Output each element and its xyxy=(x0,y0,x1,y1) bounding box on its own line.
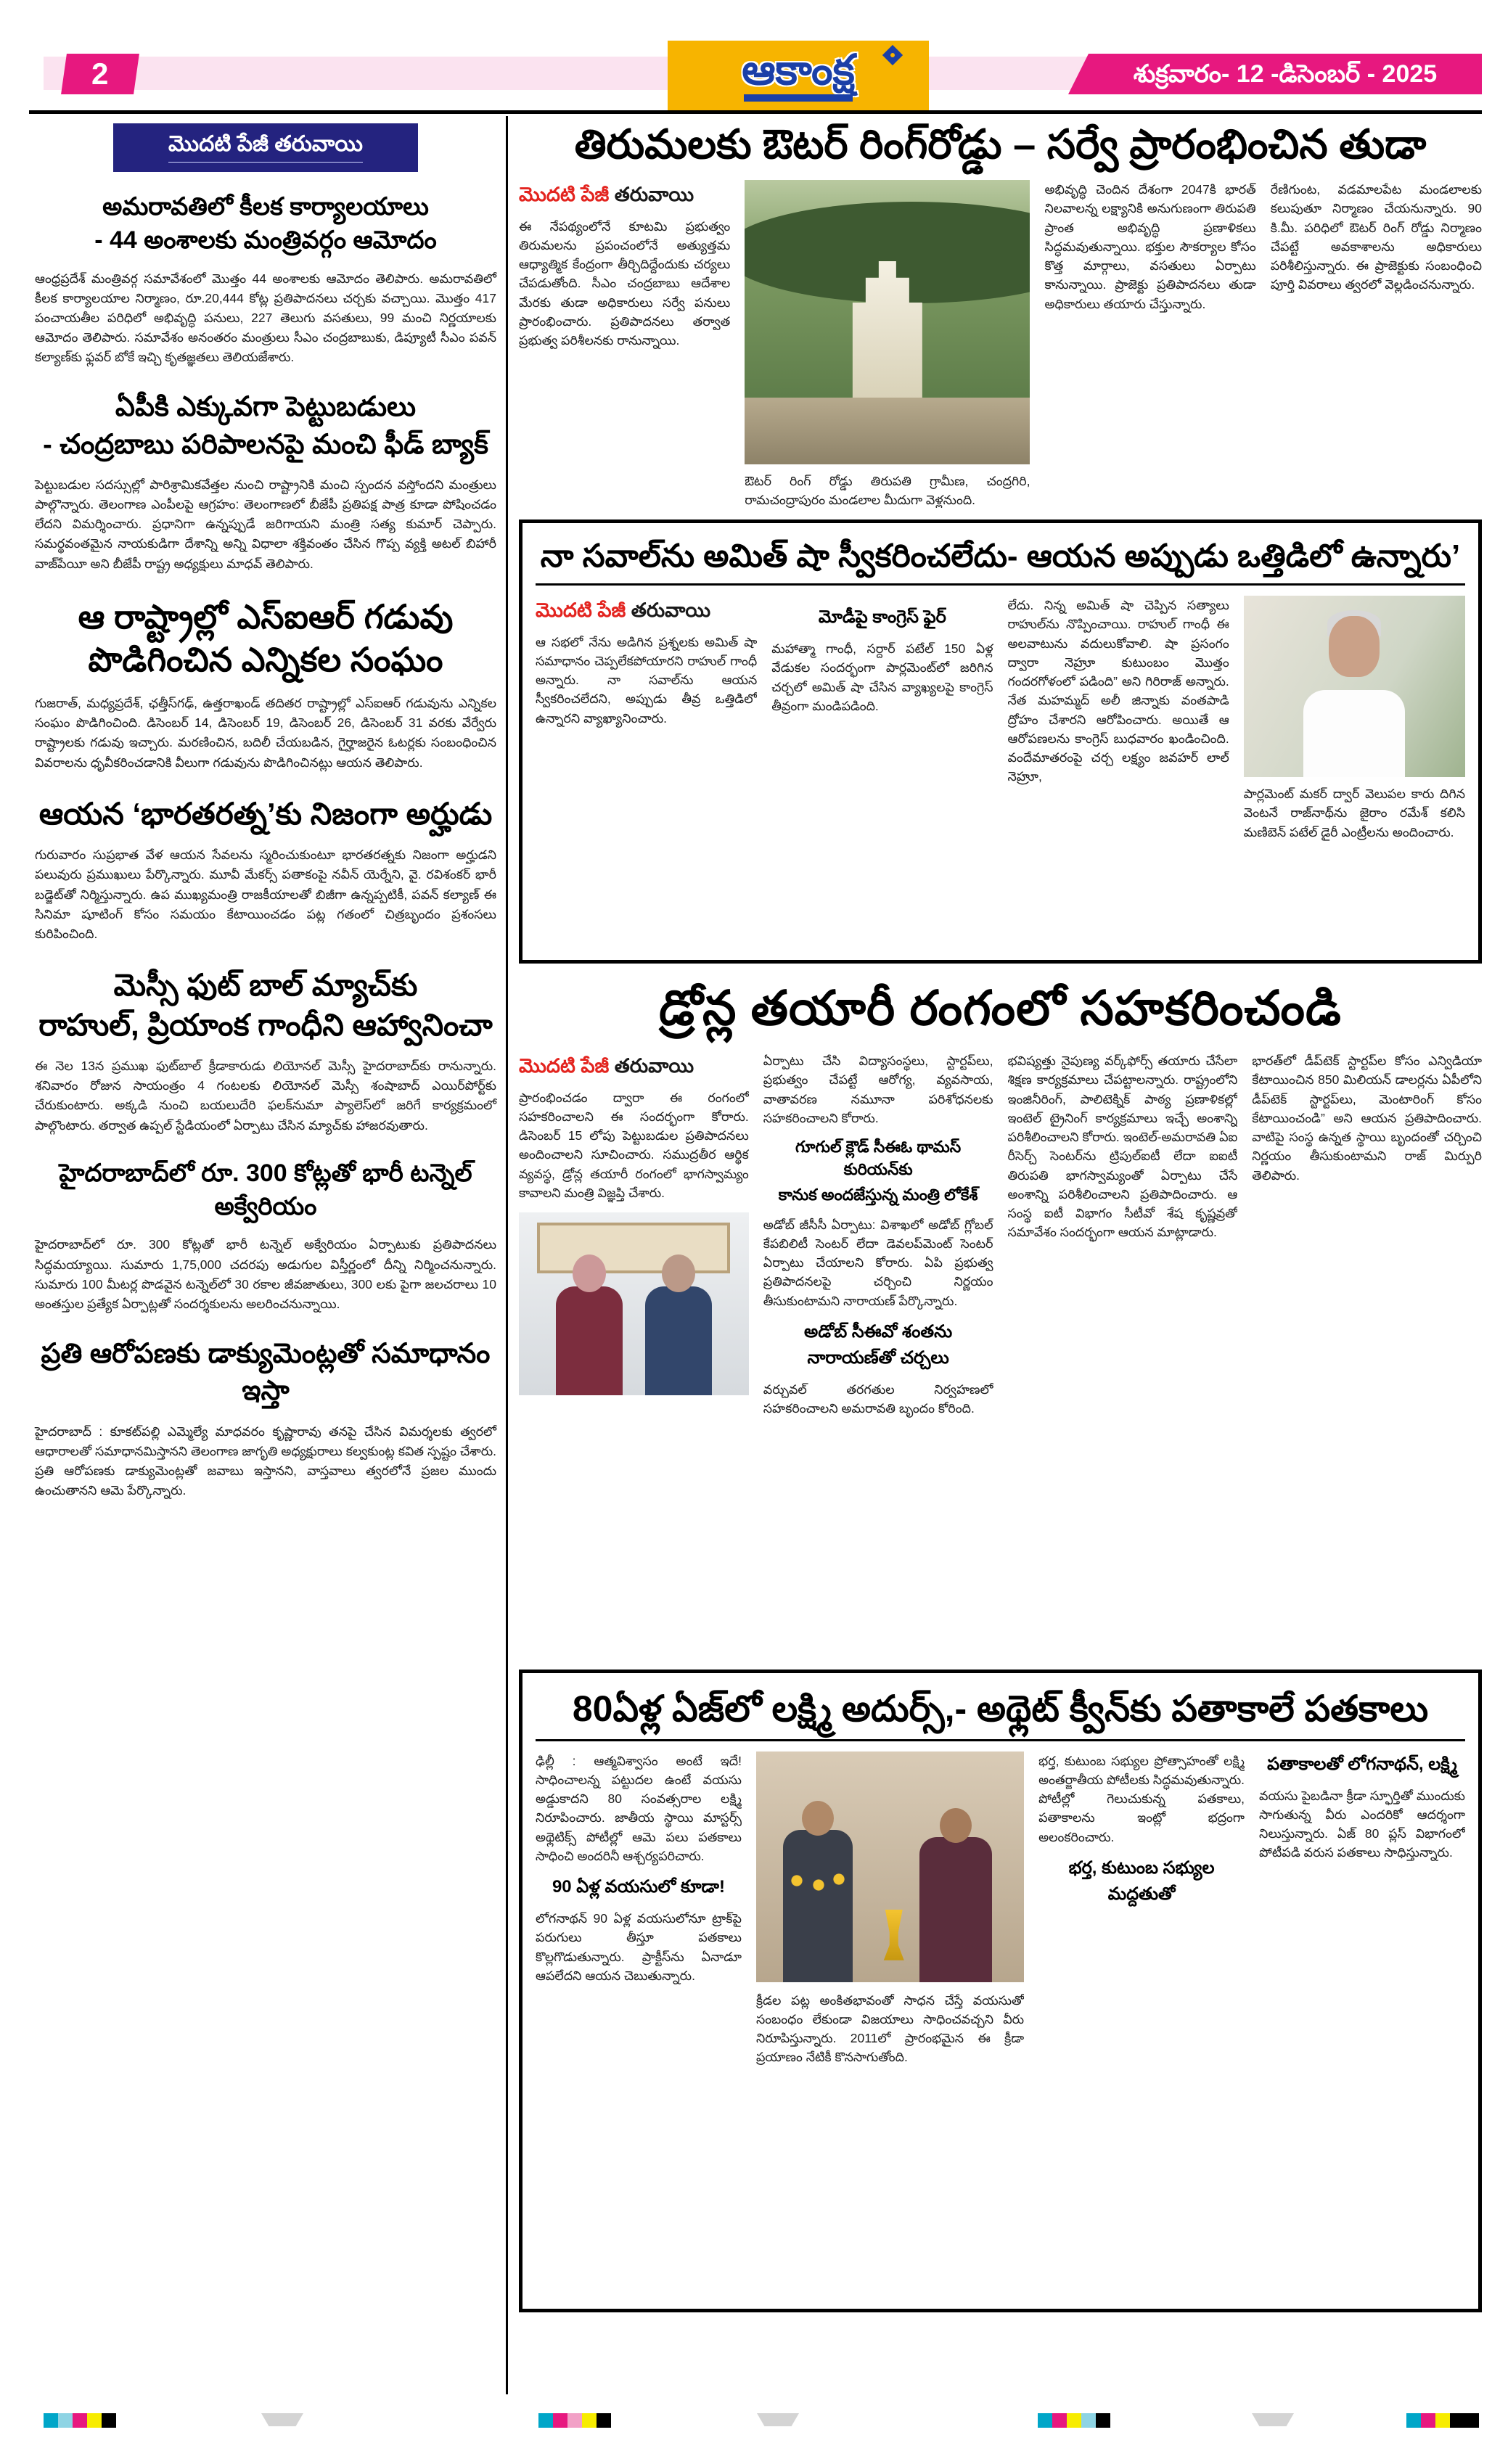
article-athlete-subhead-family: భర్త, కుటుంబ సభ్యుల మద్దతుతో xyxy=(1068,1857,1215,1904)
left-article-1-body: ఆంధ్రప్రదేశ్ మంత్రివర్గ సమావేశంలో మొత్తం 44 అంశాలకు ఆమోదం తెలిపారు. అమరావతిలో కీలక కార్యాలయాల నిర్మాణం, రూ.20,444 కోట్ల ప్రతిపాదనలు చర్చకు వచ్చాయి. మొత్తం 417 పంచాయతీల పరిధిలో అభివృద్ధి పనులు, 227 తెలుగు వసతులు, 99 మంచి నిర్ణయాలకు ఆమోదం తెలిపారు. సమావేశం అనంతరం మంత్రులు సీఎం చంద్రబాబుకు, డిప్యూటీ సీఎం పవన్ కల్యాణ్‌కు ఫ్లవర్ బోకే ఇచ్చి కృతజ్ఞతలు తెలియజేశారు. xyxy=(35,271,496,365)
continuation-banner xyxy=(113,123,418,172)
article-rahul-col1-text: ఆ సభలో నేను అడిగిన ప్రశ్నలకు అమిత్ షా సమాధానం చెప్పలేకపోయారని రాహుల్ గాంధీ అన్నారు. నా సవాల్‌ను ఆయన స్వీకరించలేదని, అప్పుడు తీవ్ర ఒత్తిడిలో ఉన్నారని వ్యాఖ్యానించారు. xyxy=(536,634,758,726)
article-athlete-col4 xyxy=(1259,1752,1465,2277)
article-tirumala-col4: రేణిగుంట, వడమాలపేట మండలాలకు కలుపుతూ నిర్మాణం చేయనున్నారు. 90 కి.మీ. పరిధిలో ఔటర్ రింగ్ రోడ్డు నిర్మాణం చేపట్టే అవకాశాలను అధికారులు పరిశీలిస్తున్నారు. ఈ ప్రాజెక్టుకు సంబంధించి పూర్తి వివరాలు త్వరలో వెల్లడించనున్నారు. xyxy=(1270,182,1482,292)
continued-label-red: మొదటి పేజీ xyxy=(519,1055,610,1077)
left-article-7-body: హైదరాబాద్ : కూకట్‌పల్లి ఎమ్మెల్యే మాధవరం కృష్ణారావు తనపై చేసిన విమర్శలకు త్వరలో ఆధారాలతో సమాధానమిస్తానని తెలంగాణ జాగృతి అధ్యక్షురాలు కల్వకుంట్ల కవిత స్పష్టం చేశారు. ప్రతి ఆరోపణకు డాక్యుమెంట్లతో జవాబు ఇస్తానని, వాస్తవాలు త్వరలోనే ప్రజల ముందు ఉంచుతానని ఆమె పేర్కొన్నారు. xyxy=(35,1424,496,1498)
athlete-right-shape xyxy=(919,1837,992,1982)
left-article-3-body: గుజరాత్, మధ్యప్రదేశ్, ఛత్తీస్‌గఢ్, ఉత్తరాఖండ్ తదితర రాష్ట్రాల్లో ఎస్ఐఆర్ గడువును ఎన్నికల సంఘం పొడిగించింది. డిసెంబర్ 14, డిసెంబర్ 19, డిసెంబర్ 26, డిసెంబర్ 31 వరకు వేర్వేరు రాష్ట్రాలకు గడువు ఇచ్చారు. మరణించిన, బదిలీ చేయబడిన, గైర్హాజరైన ఓటర్లకు సంబంధించిన వివరాలను ధృవీకరించడానికి వీలుగా గడువును పొడిగించినట్లు ఆయన తెలిపారు. xyxy=(35,696,496,770)
trophy-shape xyxy=(880,1910,909,1960)
headline-divider xyxy=(536,583,1465,586)
article-athlete-col4-text: వయసు పైబడినా క్రీడా స్ఫూర్తితో ముందుకు సాగుతున్న వీరు ఎందరికో ఆదర్శంగా నిలుస్తున్నారు. ఏజ్ 80 ప్లస్ విభాగంలో పోటీపడి వరుస పతకాలు సాధిస్తున్నారు. xyxy=(1259,1788,1465,1860)
article-drones-col1 xyxy=(519,1051,749,1658)
article-drones-adobe-subhead: అడోబ్ సీఈవో శంతను నారాయణ్‌తో చర్చలు xyxy=(804,1321,953,1368)
header-rule xyxy=(29,110,1482,114)
left-article-4-body: గురువారం సుప్రభాత వేళ ఆయన సేవలను స్మరించుకుంటూ భారతరత్నకు నిజంగా అర్హుడని పలువురు ప్రముఖులు పేర్కొన్నారు. మూవీ మేకర్స్ పతాకంపై నవీన్ యెర్నేని, వై. రవిశంకర్ భారీ బడ్జెట్‌తో నిర్మిస్తున్నారు. ఉప ముఖ్యమంత్రి రాజకీయాలతో బిజీగా ఉన్నప్పటికీ, పవన్ కల్యాణ్ ఈ సినిమా షూటింగ్ కోసం సమయం కేటాయించడం పట్ల గతంలో చిత్రబృందం ప్రశంసలు కురిపించింది. xyxy=(35,847,496,941)
shelf-shape xyxy=(537,1223,730,1273)
continued-label xyxy=(536,596,757,625)
headline-divider xyxy=(536,1739,1465,1741)
left-article-5-subheadline: రాహుల్, ప్రియాంక గాంధీని ఆహ్వానించా xyxy=(38,1007,493,1042)
left-article-2-body: పెట్టుబడుల సదస్సుల్లో పారిశ్రామికవేత్తల నుంచి రాష్ట్రానికి మంచి స్పందన వస్తోందని మంత్రులు పాల్గొన్నారు. తెలంగాణ ఎంపీలపై ఆగ్రహం: తెలంగాణలో బీజేపీ ప్రతిపక్ష పాత్ర కూడా పోషించడం లేదని విమర్శించారు. ప్రధానిగా ఉన్నప్పుడే జరిగాయని మంత్రి సత్య కుమార్ చెప్పారు. సమర్థవంతమైన నాయకుడిగా దేశాన్ని అన్ని విధాలా శక్తివంతం చేసిన గొప్ప వ్యక్తి అటల్ బిహారీ వాజ్‌పేయీ అని బీజేపీ రాష్ట్ర అధ్యక్షులు మాధవ్ తెలిపారు. xyxy=(35,477,496,571)
continued-label-black: తరువాయి xyxy=(614,184,694,205)
gray-trapezoid-mark xyxy=(1252,2413,1294,2426)
article-tirumala-headline: తిరుమలకు ఔటర్ రింగ్‌రోడ్డు – సర్వే ప్రారంభించిన తుడా xyxy=(574,121,1427,167)
article-drones-col2-mid: అడోబ్ జీసీసీ ఏర్పాటు: విశాఖలో అడోబ్ గ్లోబల్ కేపబిలిటీ సెంటర్ లేదా డెవలప్‌మెంట్ సెంటర్ ఏర్పాటు చేయాలని కోరారు. ఏపి ప్రభుత్వ ప్రతిపాదనలపై చర్చించి నిర్ణయం తీసుకుంటామని నారాయణ్ పేర్కొన్నారు. xyxy=(763,1217,993,1308)
article-rahul-col2-text: మహాత్మా గాంధీ, సర్దార్ పటేల్ 150 ఏళ్ల వేడుకల సందర్భంగా పార్లమెంట్‌లో జరిగిన చర్చలో అమిత్ షా చేసిన వ్యాఖ్యలపై కాంగ్రెస్ తీవ్రంగా మండిపడింది. xyxy=(771,641,993,713)
temple-plaza-shape xyxy=(745,398,1030,464)
continued-label xyxy=(519,180,730,210)
article-athlete-headline: 80ఏళ్ల ఏజ్‌లో లక్ష్మి అదుర్స్,- అథ్లెట్ క్వీన్‌కు పతాకాలే పతకాలు xyxy=(572,1688,1429,1730)
issue-date: శుక్రవారం- 12 -డిసెంబర్ - 2025 xyxy=(1133,60,1438,88)
continuation-banner-label: మొదటి పేజీ తరువాయి xyxy=(168,132,363,163)
left-column xyxy=(35,123,496,1522)
cmyk-mark-group xyxy=(44,2413,116,2428)
column-divider xyxy=(506,116,508,2394)
head-shape xyxy=(1329,616,1380,677)
athlete-left-shape xyxy=(783,1830,853,1982)
article-rahul-headline: నా సవాల్‌ను అమిత్ షా స్వీకరించలేదు- ఆయన అప్పుడు ఒత్తిడిలో ఉన్నారు’ xyxy=(540,538,1461,574)
date-box xyxy=(1089,54,1482,94)
continued-label-black: తరువాయి xyxy=(631,599,711,621)
athletes-photo xyxy=(756,1752,1024,1982)
article-tirumala xyxy=(519,119,1482,508)
left-article-2-headline: ఏపీకి ఎక్కువగా పెట్టుబడులు xyxy=(115,392,417,423)
continued-label-red: మొదటి పేజీ xyxy=(519,184,610,205)
article-athlete-subhead-90: 90 ఏళ్ల వయసులో కూడా! xyxy=(552,1877,725,1897)
shirt-shape xyxy=(1303,690,1405,777)
article-rahul-col1 xyxy=(536,596,757,937)
left-article-5-headline: మెస్సీ ఫుట్ బాల్ మ్యాచ్‌కు xyxy=(113,967,418,1002)
person-left-shape xyxy=(556,1286,623,1395)
temple-photo xyxy=(745,180,1030,464)
left-article-3-headline: ఆ రాష్ట్రాల్లో ఎస్ఐఆర్ గడువు xyxy=(78,597,454,636)
article-rahul-col4 xyxy=(1244,596,1465,937)
masthead-strip xyxy=(744,94,853,102)
right-area xyxy=(519,115,1482,2312)
article-rahul-col2 xyxy=(771,596,993,937)
left-article-1-headline: అమరావతిలో కీలక కార్యాలయాలు xyxy=(102,193,429,221)
article-drones-headline: డ్రోన్ల తయారీ రంగంలో సహకరించండి xyxy=(659,981,1342,1035)
article-athlete-col2 xyxy=(756,1752,1024,2277)
photo-caption-line1: గూగుల్ క్లౌడ్ సీఈఓ థామస్ కురియన్‌కు xyxy=(795,1138,962,1178)
cmyk-mark-group xyxy=(1038,2413,1110,2428)
left-article-1-subheadline: - 44 అంశాలకు మంత్రివర్గం ఆమోదం xyxy=(94,226,437,254)
lokesh-kurian-photo xyxy=(519,1212,749,1395)
continued-label-black: తరువాయి xyxy=(614,1055,694,1077)
article-drones-col3: భవిష్యత్తు నైపుణ్య వర్క్‌ఫోర్స్ తయారు చేసేలా శిక్షణ కార్యక్రమాలు చేపట్టాలన్నారు. రాష్ట్రంలోని ఇంజినీరింగ్, పాలిటెక్నిక్ పాఠ్య ప్రణాళికల్లో ఇంటెల్ ట్రైనింగ్ కార్యక్రమాలు ఇచ్చే అంశాన్ని పరిశీలించాలని కోరారు. ఇంటెల్-అమరావతి ఏఐ రీసెర్చ్ సెంటర్‌ను ట్రిపుల్ఐటీ లేదా ఐఐటీ తిరుపతి భాగస్వామ్యంతో ఏర్పాటు చేసే అంశాన్ని పరిశీలించాలని ప్రతిపాదించారు. ఆ సంస్థ ఐటీ విభాగం సీటీవో శేష కృష్ణవ్రతో సమావేశం సందర్భంగా ఆయన మాట్లాడారు. xyxy=(1007,1054,1238,1240)
masthead-title: ఆకాంక్ష xyxy=(742,46,855,94)
article-tirumala-col1 xyxy=(519,180,730,508)
page-number: 2 xyxy=(91,57,109,91)
cmyk-mark-group xyxy=(538,2413,611,2428)
registration-marks xyxy=(0,2413,1500,2431)
article-tirumala-col1-text: ఈ నేపథ్యంలోనే కూటమి ప్రభుత్వం తిరుమలను ప్రపంచంలోనే అత్యుత్తమ ఆధ్యాత్మిక కేంద్రంగా తీర్చిదిద్దేందుకు చర్యలు చేపడుతోంది. సీఎం చంద్రబాబు ఆదేశాల మేరకు తుడా అధికారులు సర్వే పనులు ప్రారంభించారు. ప్రతిపాదనలు తర్వాత ప్రభుత్వ పరిశీలనకు రానున్నాయి. xyxy=(519,218,731,348)
article-athlete-col3 xyxy=(1038,1752,1245,2277)
article-tirumala-col2-text: ఔటర్ రింగ్ రోడ్డు తిరుపతి గ్రామీణ, చంద్రగిరి, రామచంద్రాపురం మండలాల మీదుగా వెళ్లనుంది. xyxy=(745,474,1030,508)
page-number-box xyxy=(61,54,139,94)
left-article-4-headline: ఆయన ‘భారతరత్న’కు నిజంగా అర్హుడు xyxy=(38,796,493,831)
article-drones xyxy=(519,980,1482,1658)
article-drones-col2-bottom: వర్చువల్ తరగతుల నిర్వహణలో సహకరించాలని అమరావతి బృందం కోరింది. xyxy=(763,1381,993,1416)
left-article-3-subheadline: పొడిగించిన ఎన్నికల సంఘం xyxy=(88,641,443,679)
gray-trapezoid-mark xyxy=(757,2413,799,2426)
cmyk-mark-group xyxy=(1406,2413,1479,2428)
left-article-5-body: ఈ నెల 13న ప్రముఖ ఫుట్‌బాల్ క్రీడాకారుడు లియోనల్ మెస్సీ హైదరాబాద్‌కు రానున్నారు. శనివారం రోజున సాయంత్రం 4 గంటలకు లియోనల్ మెస్సీ శంషాబాద్ ఎయిర్‌పోర్ట్‌కు చేరుకుంటారు. అక్కడి నుంచి బయలుదేరి ఫలక్‌నుమా ప్యాలెస్‌లో జరిగే కార్యక్రమంలో పాల్గొంటారు. తర్వాత ఉప్పల్ స్టేడియంలో ఏర్పాటు చేసిన మ్యాచ్‌కు హాజరవుతారు. xyxy=(35,1059,496,1133)
article-tirumala-col2 xyxy=(745,180,1030,508)
article-drones-col2 xyxy=(763,1051,993,1658)
continued-label-red: మొదటి పేజీ xyxy=(536,599,626,621)
article-athlete xyxy=(519,1670,1482,2312)
article-drones-col2-top: ఏర్పాటు చేసి విద్యాసంస్థలు, స్టార్టప్‌లు, ప్రభుత్వం చేపట్టే ఆరోగ్య, వ్యవసాయ, వాతావరణ నమూనా పరిశోధనలకు సహకరించాలని కోరారు. xyxy=(763,1054,993,1125)
article-athlete-col1-bottom: లోగనాథన్ 90 ఏళ్ల వయసులోనూ ట్రాక్‌పై పరుగులు తీస్తూ పతకాలు కొల్లగొడుతున్నారు. ప్రాక్టీస్‌ను ఏనాడూ ఆపలేదని ఆయన చెబుతున్నారు. xyxy=(536,1911,742,1983)
article-athlete-col3-text: భర్త, కుటుంబ సభ్యుల ప్రోత్సాహంతో లక్ష్మి అంతర్జాతీయ పోటీలకు సిద్ధమవుతున్నారు. పోటీల్లో గెలుచుకున్న పతకాలు, పతాకాలను ఇంట్లో భద్రంగా అలంకరించారు. xyxy=(1038,1753,1245,1844)
article-athlete-col1-text: ఢిల్లీ : ఆత్మవిశ్వాసం అంటే ఇదే! సాధించాలన్న పట్టుదల ఉంటే వయసు అడ్డుకాదని 80 సంవత్సరాల లక్ష్మి నిరూపించారు. జాతీయ స్థాయి మాస్టర్స్ అథ్లెటిక్స్ పోటీల్లో ఆమె పలు పతకాలు సాధించి అందరినీ ఆశ్చర్యపరిచారు. xyxy=(536,1753,742,1863)
pen-nib-icon xyxy=(882,45,903,65)
rahul-gandhi-photo xyxy=(1244,596,1465,777)
article-athlete-subhead-flags: పతాకాలతో లోగనాథన్, లక్ష్మి xyxy=(1267,1754,1457,1774)
left-article-7-headline: ప్రతి ఆరోపణకు డాక్యుమెంట్లతో సమాధానం ఇస్తా xyxy=(41,1338,491,1407)
continued-label xyxy=(519,1051,749,1081)
left-article-6-body: హైదరాబాద్‌లో రూ. 300 కోట్లతో భారీ టన్నెల్ అక్వేరియం ఏర్పాటుకు ప్రతిపాదనలు సిద్ధమయ్యాయి. సుమారు 1,75,000 చదరపు అడుగుల విస్తీర్ణంలో దీన్ని నిర్మించనున్నారు. సుమారు 100 మీటర్ల పొడవైన టన్నెల్‌లో 30 రకాల జీవజాతులు, 300 లకు పైగా జలచరాలు 10 అంతస్తుల ప్రత్యేక ఏర్పాట్లతో సందర్శకులను అలరించనున్నాయి. xyxy=(35,1237,496,1311)
masthead xyxy=(668,41,929,110)
gray-trapezoid-mark xyxy=(261,2413,303,2426)
article-rahul-col4-text: పార్లమెంట్ మకర్ ద్వార్ వెలుపల కారు దిగిన వెంటనే రాజ్‌నాథ్‌ను జైరాం రమేశ్ కలిసి మణిబెన్ పటేల్ డైరీ ఎంట్రీలను అందించారు. xyxy=(1243,787,1465,839)
left-article-2-subheadline: - చంద్రబాబు పరిపాలనపై మంచి ఫీడ్ బ్యాక్ xyxy=(43,429,488,460)
medals-shape xyxy=(788,1866,852,1895)
article-athlete-col2-text: క్రీడల పట్ల అంకితభావంతో సాధన చేస్తే వయసుతో సంబంధం లేకుండా విజయాలు సాధించవచ్చని వీరు నిరూపిస్తున్నారు. 2011లో ప్రారంభమైన ఈ క్రీడా ప్రయాణం నేటికీ కొనసాగుతోంది. xyxy=(755,1992,1025,2065)
article-tirumala-col3: అభివృద్ధి చెందిన దేశంగా 2047కి భారత్ నిలవాలన్న లక్ష్యానికి అనుగుణంగా తిరుపతి ప్రాంత అభివృద్ధి ప్రణాళికలు సిద్ధమవుతున్నాయి. భక్తుల సౌకర్యాల కోసం కొత్త మార్గాలు, వసతులు ఏర్పాటు కానున్నాయి. ప్రాజెక్టు ప్రతిపాదనలు తుడా అధికారులు తయారు చేస్తున్నారు. xyxy=(1044,182,1256,311)
article-drones-col4: భారత్‌లో డీప్‌టెక్ స్టార్టప్‌ల కోసం ఎన్విడియా కేటాయించిన 850 మిలియన్ డాలర్లను ఏపీలోని డీప్‌టెక్ స్టార్టప్‌లు, మెంటారింగ్ కోసం కేటాయించండి” అని ఆయన ప్రతిపాదించారు. వాటిపై సంస్థ ఉన్నత స్థాయి బృందంతో చర్చించి నిర్ణయం తీసుకుంటామని రాజ్ మిర్పురి తెలిపారు. xyxy=(1252,1054,1482,1183)
article-rahul-col3: లేదు. నిన్న అమిత్ షా చెప్పిన సత్యాలు రాహుల్‌ను నొప్పించాయి. రాహుల్ గాంధీ ఈ అలవాటును వదులుకోవాలి. షా ప్రసంగం ద్వారా నెహ్రూ కుటుంబం మొత్తం గందరగోళంలో పడింది” అని గిరిరాజ్ అన్నారు. నేత మహమ్మద్ అలీ జిన్నాకు వంతపాడి ద్రోహం చేశారని ఆరోపించారు. అయితే ఆ ఆరోపణలను కాంగ్రెస్ బుధవారం ఖండించింది. వందేమాతరంపై చర్చ లక్ష్యం జవహర్ లాల్ నెహ్రూ, xyxy=(1007,598,1229,784)
photo-caption-line2: కానుక అందజేస్తున్న మంత్రి లోకేశ్ xyxy=(778,1185,978,1204)
person-right-shape xyxy=(645,1286,712,1395)
left-article-6-headline: హైదరాబాద్‌లో రూ. 300 కోట్లతో భారీ టన్నెల్ అక్వేరియం xyxy=(59,1159,472,1220)
article-athlete-col1 xyxy=(536,1752,742,2277)
article-drones-col1-text: ప్రారంభించడం ద్వారా ఈ రంగంలో సహకరించాలని ఈ సందర్భంగా కోరారు. డిసెంబర్ 15 లోపు పెట్టుబడుల ప్రతిపాదనలు అందించాలని సూచించారు. సముద్రతీర ఆర్థిక వ్యవస్థ, డ్రోన్ల తయారీ రంగంలో భాగస్వామ్యం కావాలని మంత్రి విజ్ఞప్తి చేశారు. xyxy=(519,1090,749,1200)
article-rahul xyxy=(519,520,1482,964)
article-rahul-subhead: మోడీపై కాంగ్రెస్ ఫైర్ xyxy=(818,607,946,627)
